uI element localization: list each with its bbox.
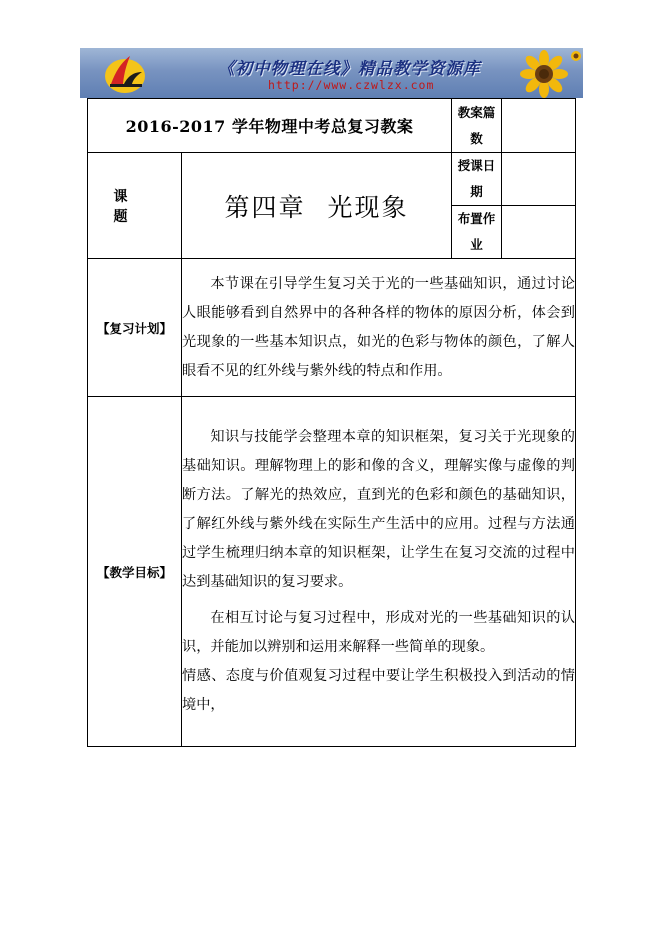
date-value[interactable] xyxy=(502,153,576,206)
plan-title: 2016-2017 学年物理中考总复习教案 xyxy=(88,99,452,153)
course-label: 课 题 xyxy=(88,153,182,259)
count-label: 教案篇数 xyxy=(452,99,502,153)
date-label: 授课日期 xyxy=(452,153,502,206)
review-plan-text: 本节课在引导学生复习关于光的一些基础知识，通过讨论人眼能够看到自然界中的各种各样的物体的原因分析，体会到光现象的一些基本知识点，如光的色彩与物体的颜色，了解人眼看不见的红外线与紫外线的特点和作用。 xyxy=(182,275,575,379)
course-title xyxy=(182,153,452,259)
goals-paragraph-3: 情感、态度与价值观复习过程中要让学生积极投入到活动的情境中， xyxy=(182,668,575,713)
sunflower-icon xyxy=(512,48,583,98)
teaching-goals-content xyxy=(182,397,576,747)
review-plan-label: 【复习计划】 xyxy=(88,259,182,397)
lesson-plan-table xyxy=(87,98,576,747)
homework-label: 布置作业 xyxy=(452,206,502,259)
chapter-name: 光现象 xyxy=(327,192,409,222)
chapter-number: 第四章 xyxy=(224,192,306,222)
goals-paragraph-1: 知识与技能学会整理本章的知识框架，复习关于光现象的基础知识。理解物理上的影和像的含义，理解实像与虚像的判断方法。了解光的热效应，直到光的色彩和颜色的基础知识，了解红外线与紫外线在实际生产生活中的应用。过程与方法通过学生梳理归纳本章的知识框架，让学生在复习交流的过程中达到基础知识的复习要求。 xyxy=(182,429,575,590)
homework-value[interactable] xyxy=(502,206,576,259)
review-plan-content xyxy=(182,259,576,397)
header-banner xyxy=(80,48,583,98)
teaching-goals-label: 【教学目标】 xyxy=(88,397,182,747)
banner-title: 《初中物理在线》精品教学资源库 xyxy=(218,59,481,78)
count-value[interactable] xyxy=(502,99,576,153)
goals-paragraph-2: 在相互讨论与复习过程中，形成对光的一些基础知识的认识，并能加以辨别和运用来解释一些简单的现象。 xyxy=(182,610,575,655)
banner-url[interactable]: http://www.czwlzx.com xyxy=(268,78,435,92)
logo-icon xyxy=(102,50,148,96)
